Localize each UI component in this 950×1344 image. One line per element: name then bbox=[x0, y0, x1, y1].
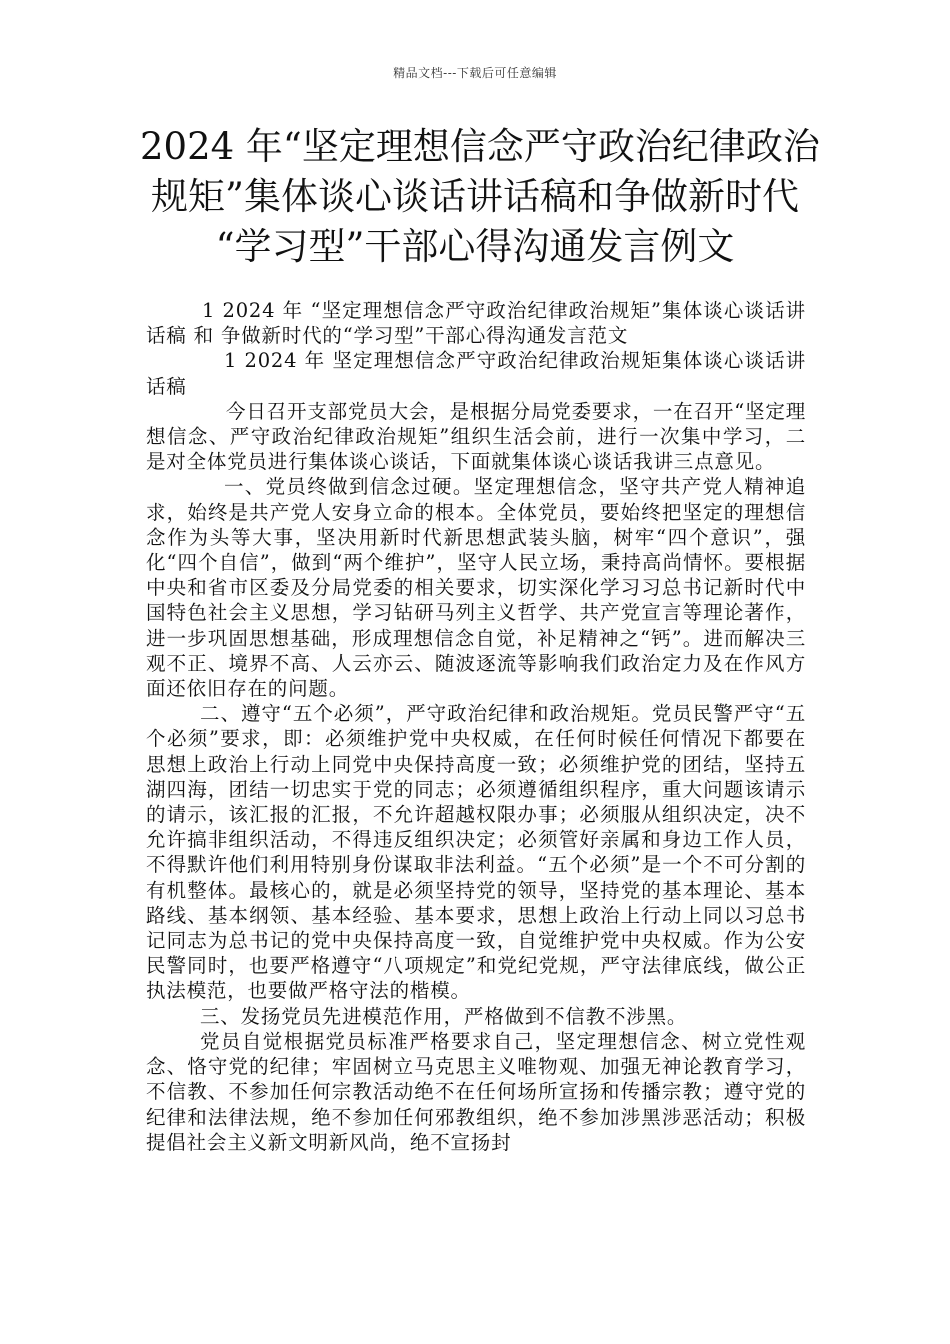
header-note: 精品文档---下载后可任意编辑 bbox=[393, 66, 557, 80]
title-line-3: “学习型”干部心得沟通发言例文 bbox=[215, 225, 735, 268]
paragraph-point-three-heading: 三、发扬党员先进模范作用，严格做到不信教不涉黑。 bbox=[200, 1004, 688, 1028]
title-line-2: 规矩”集体谈心谈话讲话稿和争做新时代 bbox=[151, 175, 799, 218]
title-line-1: 2024 年“坚定理想信念严守政治纪律政治 bbox=[140, 125, 820, 168]
paragraph-opening: 今日召开支部党员大会，是根据分局党委要求，一在召开“坚定理想信念、严守政治纪律政治规矩”组织生活会前，进行一次集中学习，二是对全体党员进行集体谈心谈话，下面就集体谈心谈话我讲三点意见。 bbox=[146, 399, 806, 474]
paragraph-point-three-body: 党员自觉根据党员标准严格要求自己，坚定理想信念、树立党性观念、恪守党的纪律；牢固树立马克思主义唯物观、加强无神论教育学习，不信教、不参加任何宗教活动绝不在任何场所宣扬和传播宗教；遵守党的纪律和法律法规，绝不参加任何邪教组织，绝不参加涉黑涉恶活动；积极提倡社会主义新文明新风尚，绝不宣扬封 bbox=[146, 1029, 806, 1154]
document-body bbox=[146, 298, 806, 1155]
paragraph-subheading: 1 2024 年 坚定理想信念严守政治纪律政治规矩集体谈心谈话讲话稿 bbox=[146, 349, 806, 398]
paragraph-intro-heading: 1 2024 年 “坚定理想信念严守政治纪律政治规矩”集体谈心谈话讲话稿 和 争做新时代的“学习型”干部心得沟通发言范文 bbox=[146, 299, 806, 348]
document-title bbox=[140, 122, 820, 272]
paragraph-point-two: 二、遵守“五个必须”，严守政治纪律和政治规矩。党员民警严守“五个必须”要求，即：必须维护党中央权威，在任何时候任何情况下都要在思想上政治上行动上同党中央保持高度一致；必须维护党的团结，坚持五湖四海，团结一切忠实于党的同志；必须遵循组织程序，重大问题该请示的请示，该汇报的汇报，不允许超越权限办事；必须服从组织决定，决不允许搞非组织活动，不得违反组织决定；必须管好亲属和身边工作人员，不得默许他们利用特别身份谋取非法利益。“五个必须”是一个不可分割的有机整体。最核心的，就是必须坚持党的领导，坚持党的基本理论、基本路线、基本纲领、基本经验、基本要求，思想上政治上行动上同以习总书记同志为总书记的党中央保持高度一致，自觉维护党中央权威。作为公安民警同时，也要严格遵守“八项规定”和党纪党规，严守法律底线，做公正执法模范，也要做严格守法的楷模。 bbox=[146, 702, 806, 1003]
paragraph-point-one: 一、党员终做到信念过硬。坚定理想信念，坚守共产党人精神追求，始终是共产党人安身立命的根本。全体党员，要始终把坚定的理想信念作为头等大事，坚决用新时代新思想武装头脑，树牢“四个意识”，强化“四个自信”，做到“两个维护”，坚守人民立场，秉持高尚情怀。要根据中央和省市区委及分局党委的相关要求，切实深化学习习总书记新时代中国特色社会主义思想，学习钻研马列主义哲学、共产党宣言等理论著作，进一步巩固思想基础，形成理想信念自觉，补足精神之“钙”。进而解决三观不正、境界不高、人云亦云、随波逐流等影响我们政治定力及在作风方面还依旧存在的问题。 bbox=[146, 475, 806, 701]
